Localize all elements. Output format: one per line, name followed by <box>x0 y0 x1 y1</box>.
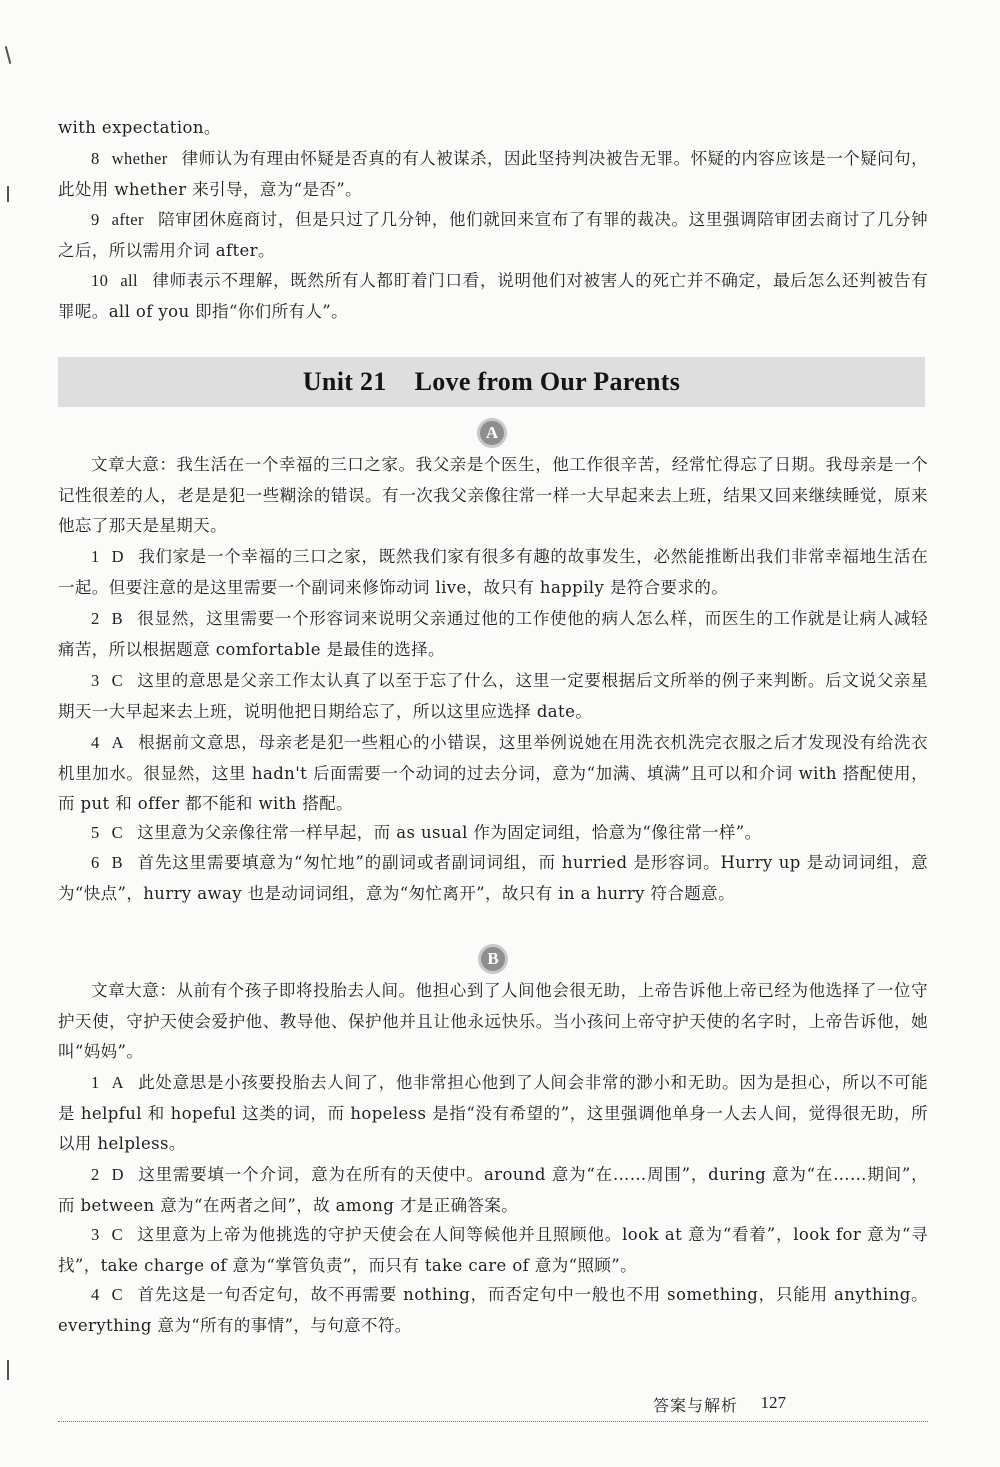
answer-item <box>58 848 928 909</box>
answer-item <box>58 666 928 727</box>
item-answer: C <box>111 823 124 842</box>
answer-item <box>58 604 928 665</box>
scan-edge-mark <box>7 1360 9 1380</box>
item-answer: D <box>111 1165 124 1184</box>
item-number: 4 <box>91 1285 100 1304</box>
answer-item <box>58 205 928 266</box>
unit-number: Unit 21 <box>302 367 387 396</box>
item-number: 8 <box>91 149 100 168</box>
answer-item <box>58 728 928 820</box>
answer-item <box>58 1220 928 1281</box>
section-a-badge: A <box>477 418 507 448</box>
item-answer: C <box>111 1285 124 1304</box>
page-number: 127 <box>760 1393 786 1412</box>
answer-item <box>58 1068 928 1160</box>
item-number: 4 <box>91 733 100 752</box>
item-explanation: 首先这是一句否定句，故不再需要 nothing，而否定句中一般也不用 something，只能用 anything。everything 意为“所有的事情”，与句意不符。 <box>58 1285 928 1335</box>
answer-item <box>58 266 928 327</box>
item-explanation: 律师认为有理由怀疑是否真的有人被谋杀，因此坚持判决被告无罪。怀疑的内容应该是一个疑问句，此处用 whether 来引导，意为“是否”。 <box>58 149 928 199</box>
item-number: 1 <box>91 547 100 566</box>
unit-heading-banner <box>58 357 925 407</box>
item-number: 3 <box>91 671 100 690</box>
footer-label: 答案与解析 <box>652 1396 738 1415</box>
item-explanation: 陪审团休庭商讨，但是只过了几分钟，他们就回来宣布了有罪的裁决。这里强调陪审团去商讨了几分钟之后，所以需用介词 after。 <box>58 210 928 260</box>
answer-item <box>58 818 928 849</box>
item-answer: after <box>111 210 144 229</box>
item-answer: C <box>111 671 124 690</box>
item-number: 10 <box>91 271 109 290</box>
item-explanation: 这里需要填一个介词，意为在所有的天使中。around 意为“在……周围”，during 意为“在……期间”，而 between 意为“在两者之间”，故 among 才是正确答案。 <box>58 1165 928 1215</box>
section-a-summary: 文章大意：我生活在一个幸福的三口之家。我父亲是个医生，他工作很辛苦，经常忙得忘了日期。我母亲是一个记性很差的人，老是是犯一些糊涂的错误。有一次我父亲像往常一样一大早起来去上班，结果又回来继续睡觉，原来他忘了那天是星期天。 <box>58 455 928 535</box>
scan-edge-mark <box>5 46 12 64</box>
item-explanation: 首先这里需要填意为“匆忙地”的副词或者副词词组，而 hurried 是形容词。Hurry up 是动词词组，意为“快点”，hurry away 也是动词词组，意为“匆忙离开”，故只有 in a hurry 符合题意。 <box>58 853 928 903</box>
item-explanation: 很显然，这里需要一个形容词来说明父亲通过他的工作使他的病人怎么样，而医生的工作就是让病人减轻痛苦，所以根据题意 comfortable 是最佳的选择。 <box>58 609 928 659</box>
unit-heading <box>303 367 680 397</box>
item-answer: whether <box>111 149 168 168</box>
scan-edge-mark <box>7 186 9 202</box>
item-answer: D <box>111 547 124 566</box>
item-number: 5 <box>91 823 100 842</box>
answer-item <box>58 1160 928 1221</box>
item-answer: C <box>111 1225 124 1244</box>
item-explanation: 我们家是一个幸福的三口之家，既然我们家有很多有趣的故事发生，必然能推断出我们非常幸福地生活在一起。但要注意的是这里需要一个副词来修饰动词 live，故只有 happily 是符合要求的。 <box>58 547 928 597</box>
item-explanation: 律师表示不理解，既然所有人都盯着门口看，说明他们对被害人的死亡并不确定，最后怎么还判被告有罪呢。all of you 即指“你们所有人”。 <box>58 271 928 321</box>
item-number: 9 <box>91 210 100 229</box>
item-explanation: 此处意思是小孩要投胎去人间了，他非常担心他到了人间会非常的渺小和无助。因为是担心，所以不可能是 helpful 和 hopeful 这类的词，而 hopeless 是指“没有希望的”，这里强调他单身一人去人间，觉得很无助，所以用 helpless。 <box>58 1073 928 1153</box>
section-b-summary: 文章大意：从前有个孩子即将投胎去人间。他担心到了人间他会很无助，上帝告诉他上帝已经为他选择了一位守护天使，守护天使会爱护他、教导他、保护他并且让他永远快乐。当小孩问上帝守护天使的名字时，上帝告诉他，她叫“妈妈”。 <box>58 981 928 1061</box>
item-number: 3 <box>91 1225 100 1244</box>
item-answer: all <box>120 271 139 290</box>
item-explanation: 根据前文意思，母亲老是犯一些粗心的小错误，这里举例说她在用洗衣机洗完衣服之后才发现没有给洗衣机里加水。很显然，这里 hadn't 后面需要一个动词的过去分词，意为“加满、填满”且可以和介词 with 搭配使用，而 put 和 offer 都不能和 with 搭配。 <box>58 733 928 813</box>
item-number: 1 <box>91 1073 100 1092</box>
section-b-badge: B <box>478 944 508 974</box>
item-answer: A <box>111 1073 124 1092</box>
item-answer: B <box>111 853 124 872</box>
footer-rule <box>58 1421 928 1422</box>
page-footer <box>58 1393 928 1423</box>
item-explanation: 这里意为父亲像往常一样早起，而 as usual 作为固定词组，恰意为“像往常一样”。 <box>137 823 762 842</box>
item-explanation: 这里意为上帝为他挑选的守护天使会在人间等候他并且照顾他。look at 意为“看着”，look for 意为“寻找”，take charge of 意为“掌管负责”，而只有 take care of 意为“照顾”。 <box>58 1225 928 1275</box>
item-number: 2 <box>91 1165 100 1184</box>
answer-item <box>58 542 928 603</box>
continuation-text: with expectation。 <box>58 118 221 137</box>
item-number: 2 <box>91 609 100 628</box>
answer-item <box>58 144 928 205</box>
item-explanation: 这里的意思是父亲工作太认真了以至于忘了什么，这里一定要根据后文所举的例子来判断。后文说父亲星期天一大早起来去上班，说明他把日期给忘了，所以这里应选择 date。 <box>58 671 928 721</box>
unit-title: Love from Our Parents <box>414 367 681 396</box>
answer-item <box>58 1280 928 1341</box>
item-answer: A <box>111 733 124 752</box>
item-answer: B <box>111 609 124 628</box>
item-number: 6 <box>91 853 100 872</box>
